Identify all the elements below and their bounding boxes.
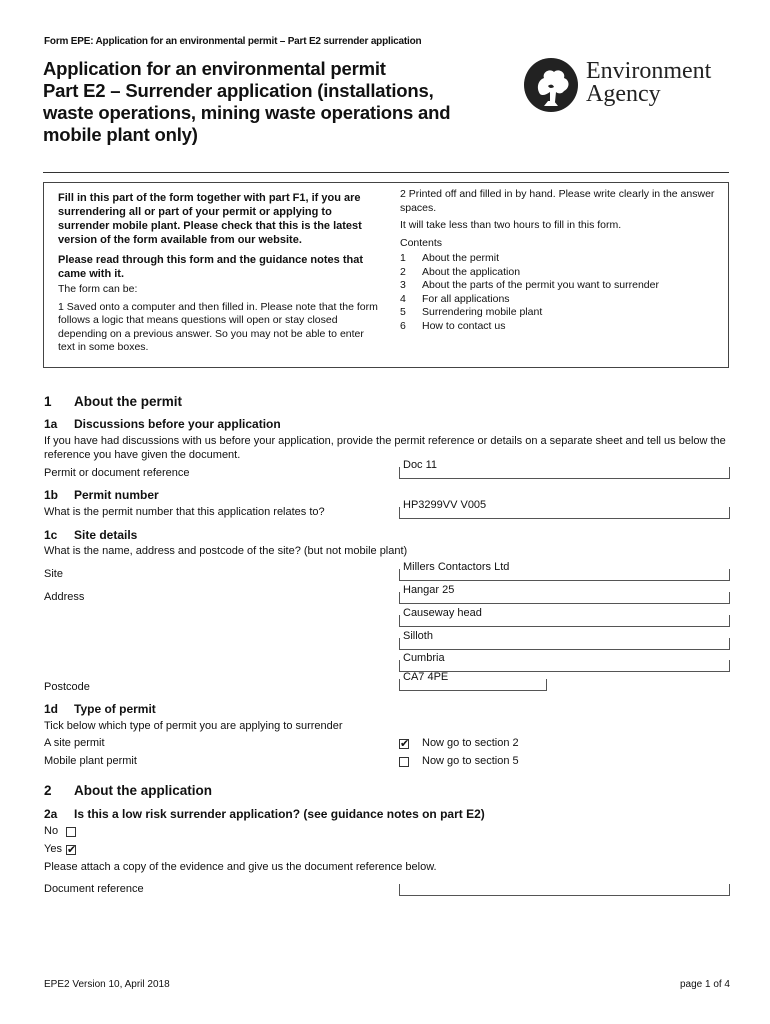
- permit-reference-field[interactable]: Doc 11: [399, 467, 730, 479]
- page-title: [43, 58, 483, 146]
- document-reference-field[interactable]: [399, 884, 730, 896]
- contents-item: 2 About the application: [400, 265, 521, 278]
- address-line-3-field[interactable]: Silloth: [399, 638, 730, 650]
- title-line: Part E2 – Surrender application (installations,: [43, 80, 434, 101]
- site-permit-label: A site permit: [44, 737, 105, 749]
- contents-item: 5 Surrendering mobile plant: [400, 306, 543, 318]
- checkmark-icon: ✔: [67, 844, 77, 856]
- intro-box: [43, 182, 729, 368]
- postcode-label: Postcode: [44, 681, 90, 693]
- tree-logo-icon: [522, 56, 580, 114]
- contents-list: [400, 252, 726, 333]
- intro-guidance: Please read through this form and the guidance notes that came with it.: [58, 254, 363, 280]
- intro-form-can-be: The form can be:: [58, 283, 138, 295]
- permit-type-text: Tick below which type of permit you are applying to surrender: [44, 720, 343, 732]
- mobile-plant-permit-checkbox[interactable]: [399, 757, 409, 767]
- form-header-line: Form EPE: Application for an environmental permit – Part E2 surrender application: [44, 36, 422, 47]
- contents-item: 3 About the parts of the permit you want to surrender: [400, 279, 659, 291]
- contents-item: 4 For all applications: [400, 292, 510, 305]
- site-name-field[interactable]: Millers Contactors Ltd: [399, 569, 730, 581]
- intro-option-1: 1 Saved onto a computer and then filled in. Please note that the form follows a logic that means questions will open or stay closed depending on a previous answer. So you may not be able to enter text in some boxes.: [58, 300, 378, 353]
- footer-version: EPE2 Version 10, April 2018: [44, 979, 170, 990]
- permit-number-field[interactable]: HP3299VV V005: [399, 507, 730, 519]
- footer-page-number: page 1 of 4: [679, 979, 730, 990]
- section-1-heading: 1 About the permit: [44, 394, 182, 409]
- address-label: Address: [44, 591, 85, 603]
- environment-agency-logo: [522, 56, 732, 116]
- mobile-plant-permit-goto: Now go to section 5: [422, 755, 519, 767]
- address-line-2-field[interactable]: Causeway head: [399, 615, 730, 627]
- postcode-field[interactable]: CA7 4PE: [399, 679, 547, 691]
- section-2-heading: 2 About the application: [44, 783, 212, 798]
- document-reference-label: Document reference: [44, 883, 144, 895]
- permit-reference-label: Permit or document reference: [44, 467, 190, 479]
- address-line-1-field[interactable]: Hangar 25: [399, 592, 730, 604]
- mobile-plant-permit-label: Mobile plant permit: [44, 755, 137, 767]
- section-1a-heading: 1a Discussions before your application: [44, 417, 281, 431]
- logo-text-line2: Agency: [586, 81, 661, 107]
- address-line-4-field[interactable]: Cumbria: [399, 660, 730, 672]
- contents-item: 1 About the permit: [400, 252, 500, 264]
- site-details-text: What is the name, address and postcode of the site? (but not mobile plant): [44, 545, 408, 557]
- logo-text-line1: Environment: [586, 58, 712, 84]
- section-1d-heading: 1d Type of permit: [44, 702, 156, 716]
- header-divider: [43, 172, 729, 173]
- intro-option-2: 2 Printed off and filled in by hand. Please write clearly in the answer spaces.: [400, 188, 715, 214]
- section-1a-text: If you have had discussions with us before your application, provide the permit reference or details on a separate sheet and tell us below the reference you have given the document.: [44, 435, 726, 461]
- section-1c-heading: 1c Site details: [44, 528, 138, 542]
- contents-item: 6 How to contact us: [400, 319, 506, 332]
- title-line: Application for an environmental permit: [43, 58, 386, 79]
- section-2a-heading: 2a Is this a low risk surrender application? (see guidance notes on part E2): [44, 807, 485, 821]
- intro-time-estimate: It will take less than two hours to fill in this form.: [400, 219, 622, 231]
- contents-title: Contents: [400, 236, 443, 249]
- site-permit-goto: Now go to section 2: [422, 737, 519, 749]
- intro-instructions: Fill in this part of the form together with part F1, if you are surrendering all or part of your permit or applying to surrender mobile plant. Please check that this is the latest version of the form available from our website.: [58, 192, 362, 246]
- section-1b-heading: 1b Permit number: [44, 488, 159, 502]
- title-line: mobile plant only): [43, 124, 198, 145]
- low-risk-no-checkbox[interactable]: [66, 827, 76, 837]
- low-risk-yes-checkbox[interactable]: [66, 845, 76, 855]
- title-line: waste operations, mining waste operations and: [43, 102, 451, 123]
- no-label: No: [44, 825, 59, 837]
- site-label: Site: [44, 568, 63, 580]
- site-permit-checkbox[interactable]: [399, 739, 409, 749]
- attach-evidence-text: Please attach a copy of the evidence and give us the document reference below.: [44, 861, 437, 873]
- permit-number-label: What is the permit number that this application relates to?: [44, 506, 325, 518]
- checkmark-icon: ✔: [400, 738, 410, 750]
- yes-label: Yes: [44, 843, 62, 855]
